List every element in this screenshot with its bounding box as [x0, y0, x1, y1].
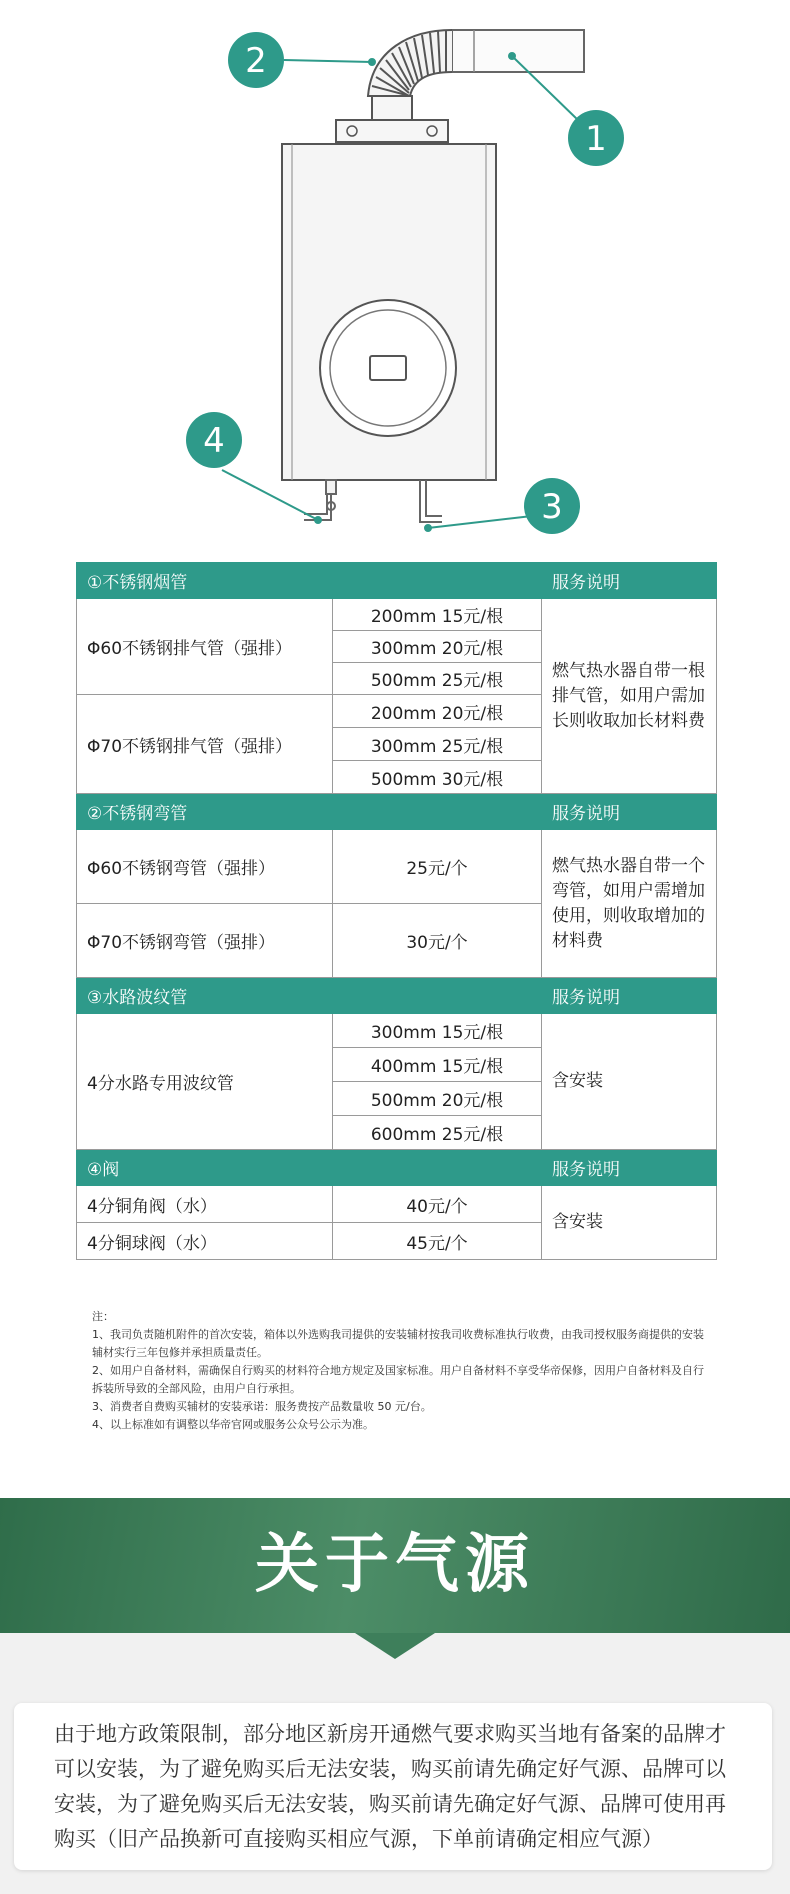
footnotes — [92, 1308, 712, 1434]
callout-1-number: 1 — [585, 119, 607, 159]
price-cell: 500mm 25元/根 — [333, 663, 542, 695]
price-cell: 25元/个 — [333, 830, 542, 904]
callout-2-number: 2 — [245, 41, 267, 81]
note-line: 2、如用户自备材料，需确保自行购买的材料符合地方规定及国家标准。用户自备材料不享受华帝保修，因用户自备材料及自行拆装所导致的全部风险，由用户自行承担。 — [92, 1364, 704, 1395]
table-row — [77, 1186, 717, 1223]
section-title: ③水路波纹管 — [77, 978, 542, 1014]
section-header — [77, 794, 717, 830]
callout-3 — [524, 478, 580, 534]
gas-source-info-card — [14, 1703, 772, 1870]
info-text: 由于地方政策限制，部分地区新房开通燃气要求购买当地有备案的品牌才可以安装，为了避免购买后无法安装，购买前请先确定好气源、品牌可以安装，为了避免购买后无法安装，购买前请先确定好气源、品牌可使用再购买（旧产品换新可直接购买相应气源，下单前请确定相应气源） — [54, 1722, 726, 1851]
price-cell: 300mm 20元/根 — [333, 631, 542, 663]
water-heater-diagram — [0, 0, 790, 560]
service-note: 燃气热水器自带一个弯管，如用户需增加使用，则收取增加的材料费 — [542, 830, 717, 978]
price-cell: 500mm 30元/根 — [333, 761, 542, 794]
gas-source-banner — [0, 1498, 790, 1633]
section-header — [77, 978, 717, 1014]
service-header: 服务说明 — [542, 1150, 717, 1186]
service-header: 服务说明 — [542, 794, 717, 830]
note-heading: 注： — [92, 1310, 114, 1323]
price-cell: 500mm 20元/根 — [333, 1082, 542, 1116]
price-cell: 400mm 15元/根 — [333, 1048, 542, 1082]
water-connections — [304, 480, 442, 522]
service-note: 含安装 — [542, 1186, 717, 1260]
note-line: 1、我司负责随机附件的首次安装，箱体以外选购我司提供的安装辅材按我司收费标准执行收费，由我司授权服务商提供的安装辅材实行三年包修并承担质量责任。 — [92, 1328, 704, 1359]
callout-4-number: 4 — [203, 421, 225, 461]
price-cell: 30元/个 — [333, 904, 542, 978]
callout-2 — [228, 32, 284, 88]
table-row — [77, 599, 717, 631]
item-name: Φ70不锈钢排气管（强排） — [77, 695, 333, 794]
service-header: 服务说明 — [542, 978, 717, 1014]
section-title: ②不锈钢弯管 — [77, 794, 542, 830]
item-name: Φ60不锈钢弯管（强排） — [77, 830, 333, 904]
service-header: 服务说明 — [542, 563, 717, 599]
section-header — [77, 1150, 717, 1186]
mounting-flange — [336, 120, 448, 142]
table-row — [77, 1014, 717, 1048]
price-cell: 40元/个 — [333, 1186, 542, 1223]
corrugated-elbow — [368, 30, 452, 96]
callout-1 — [568, 110, 624, 166]
section-title: ④阀 — [77, 1150, 542, 1186]
price-cell: 300mm 25元/根 — [333, 728, 542, 761]
price-cell: 200mm 15元/根 — [333, 599, 542, 631]
service-note: 燃气热水器自带一根排气管，如用户需加长则收取加长材料费 — [542, 599, 717, 794]
item-name: 4分水路专用波纹管 — [77, 1014, 333, 1150]
section-header — [77, 563, 717, 599]
price-cell: 600mm 25元/根 — [333, 1116, 542, 1150]
accessory-price-table — [76, 562, 717, 1260]
section-title: ①不锈钢烟管 — [77, 563, 542, 599]
display-screen — [370, 356, 406, 380]
callout-3-number: 3 — [541, 487, 563, 527]
service-note: 含安装 — [542, 1014, 717, 1150]
price-cell: 300mm 15元/根 — [333, 1014, 542, 1048]
banner-pointer — [355, 1633, 435, 1659]
straight-duct — [452, 30, 584, 72]
note-line: 4、以上标准如有调整以华帝官网或服务公众号公示为准。 — [92, 1418, 374, 1431]
item-name: Φ60不锈钢排气管（强排） — [77, 599, 333, 695]
price-cell: 200mm 20元/根 — [333, 695, 542, 728]
item-name: 4分铜角阀（水） — [77, 1186, 333, 1223]
price-cell: 45元/个 — [333, 1223, 542, 1260]
item-name: Φ70不锈钢弯管（强排） — [77, 904, 333, 978]
item-name: 4分铜球阀（水） — [77, 1223, 333, 1260]
table-row — [77, 830, 717, 904]
callout-4 — [186, 412, 242, 468]
note-line: 3、消费者自费购买辅材的安装承诺：服务费按产品数量收 50 元/台。 — [92, 1400, 432, 1413]
banner-title: 关于气源 — [255, 1528, 535, 1602]
